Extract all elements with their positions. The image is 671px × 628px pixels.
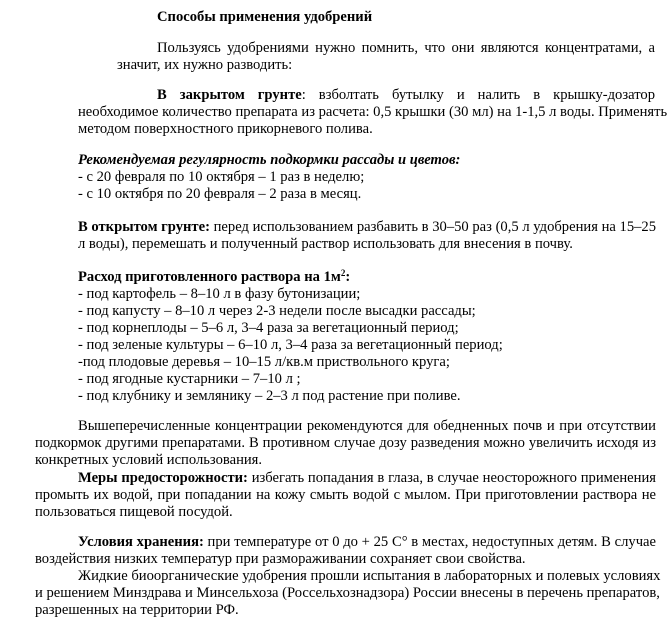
open-ground-line-1: [78, 219, 656, 236]
consumption-heading: [78, 269, 350, 286]
regularity-heading: Рекомендуемая регулярность подкормки рассады и цветов:: [78, 152, 461, 168]
storage-label: Условия хранения:: [78, 534, 204, 550]
storage-line-1: [78, 534, 656, 551]
intro-line-2: значит, их нужно разводить:: [117, 57, 293, 73]
consumption-item: -под плодовые деревья – 10–15 л/кв.м приствольного круга;: [78, 354, 450, 370]
storage-line-2: воздействия низких температур при размораживании сохраняет свои свойства.: [35, 551, 526, 567]
precautions-text: избегать попадания в глаза, в случае неосторожного применения: [247, 470, 656, 486]
consumption-heading-text: Расход приготовленного раствора на 1м: [78, 269, 341, 285]
concentrations-line-2: подкормок другими препаратами. В противном случае дозу разведения можно увеличить исходя из: [35, 435, 656, 451]
regularity-item: - с 20 февраля по 10 октября – 1 раз в неделю;: [78, 169, 365, 185]
certification-line-1: Жидкие биоорганические удобрения прошли испытания в лабораторных и полевых условиях: [78, 568, 661, 584]
consumption-item: - под клубнику и землянику – 2–3 л под растение при поливе.: [78, 388, 461, 404]
concentrations-line-3: конкретных условий использования.: [35, 452, 263, 468]
consumption-heading-sup: 2: [340, 268, 346, 278]
open-ground-line-2: л воды), перемешать и полученный раствор использовать для внесения в почву.: [78, 236, 573, 252]
concentrations-line-1: Вышеперечисленные концентрации рекомендуются для обедненных почв и при отсутствии: [78, 418, 656, 434]
closed-ground-label: В закрытом грунте: [157, 87, 302, 103]
precautions-line-2: промыть их водой, при попадании на кожу смыть водой с мылом. При приготовлении раствора не: [35, 487, 656, 503]
closed-ground-line-3: методом поверхностного прикорневого полива.: [78, 121, 373, 137]
consumption-heading-colon: :: [345, 269, 351, 285]
certification-line-3: разрешенных на территории РФ.: [35, 602, 239, 618]
open-ground-label: В открытом грунте:: [78, 219, 210, 235]
storage-text: при температуре от 0 до + 25 С° в местах, недоступных детям. В случае: [203, 534, 656, 550]
intro-line-1: Пользуясь удобрениями нужно помнить, что они являются концентратами, а: [157, 40, 655, 56]
closed-ground-text: : взболтать бутылку и налить в крышку-дозатор: [301, 87, 655, 103]
closed-ground-line-1: [157, 87, 655, 104]
open-ground-text: перед использованием разбавить в 30–50 раз (0,5 л удобрения на 15–25: [209, 219, 657, 235]
consumption-item: - под картофель – 8–10 л в фазу бутонизации;: [78, 286, 361, 302]
consumption-item: - под капусту – 8–10 л через 2-3 недели после высадки рассады;: [78, 303, 476, 319]
closed-ground-line-2: необходимое количество препарата из расчета: 0,5 крышки (30 мл) на 1-1,5 л воды. Применять: [78, 104, 668, 120]
certification-line-2: и решением Минздрава и Минсельхоза (Россельхознадзора) России внесены в перечень препаратов,: [35, 585, 660, 601]
consumption-item: - под зеленые культуры – 6–10 л, 3–4 раза за вегетационный период;: [78, 337, 503, 353]
page-title: Способы применения удобрений: [157, 9, 373, 25]
precautions-line-1: [78, 470, 656, 487]
regularity-item: - с 10 октября по 20 февраля – 2 раза в месяц.: [78, 186, 362, 202]
precautions-label: Меры предосторожности:: [78, 470, 248, 486]
precautions-line-3: пользоваться пищевой посудой.: [35, 504, 233, 520]
consumption-item: - под ягодные кустарники – 7–10 л ;: [78, 371, 301, 387]
consumption-item: - под корнеплоды – 5–6 л, 3–4 раза за вегетационный период;: [78, 320, 459, 336]
